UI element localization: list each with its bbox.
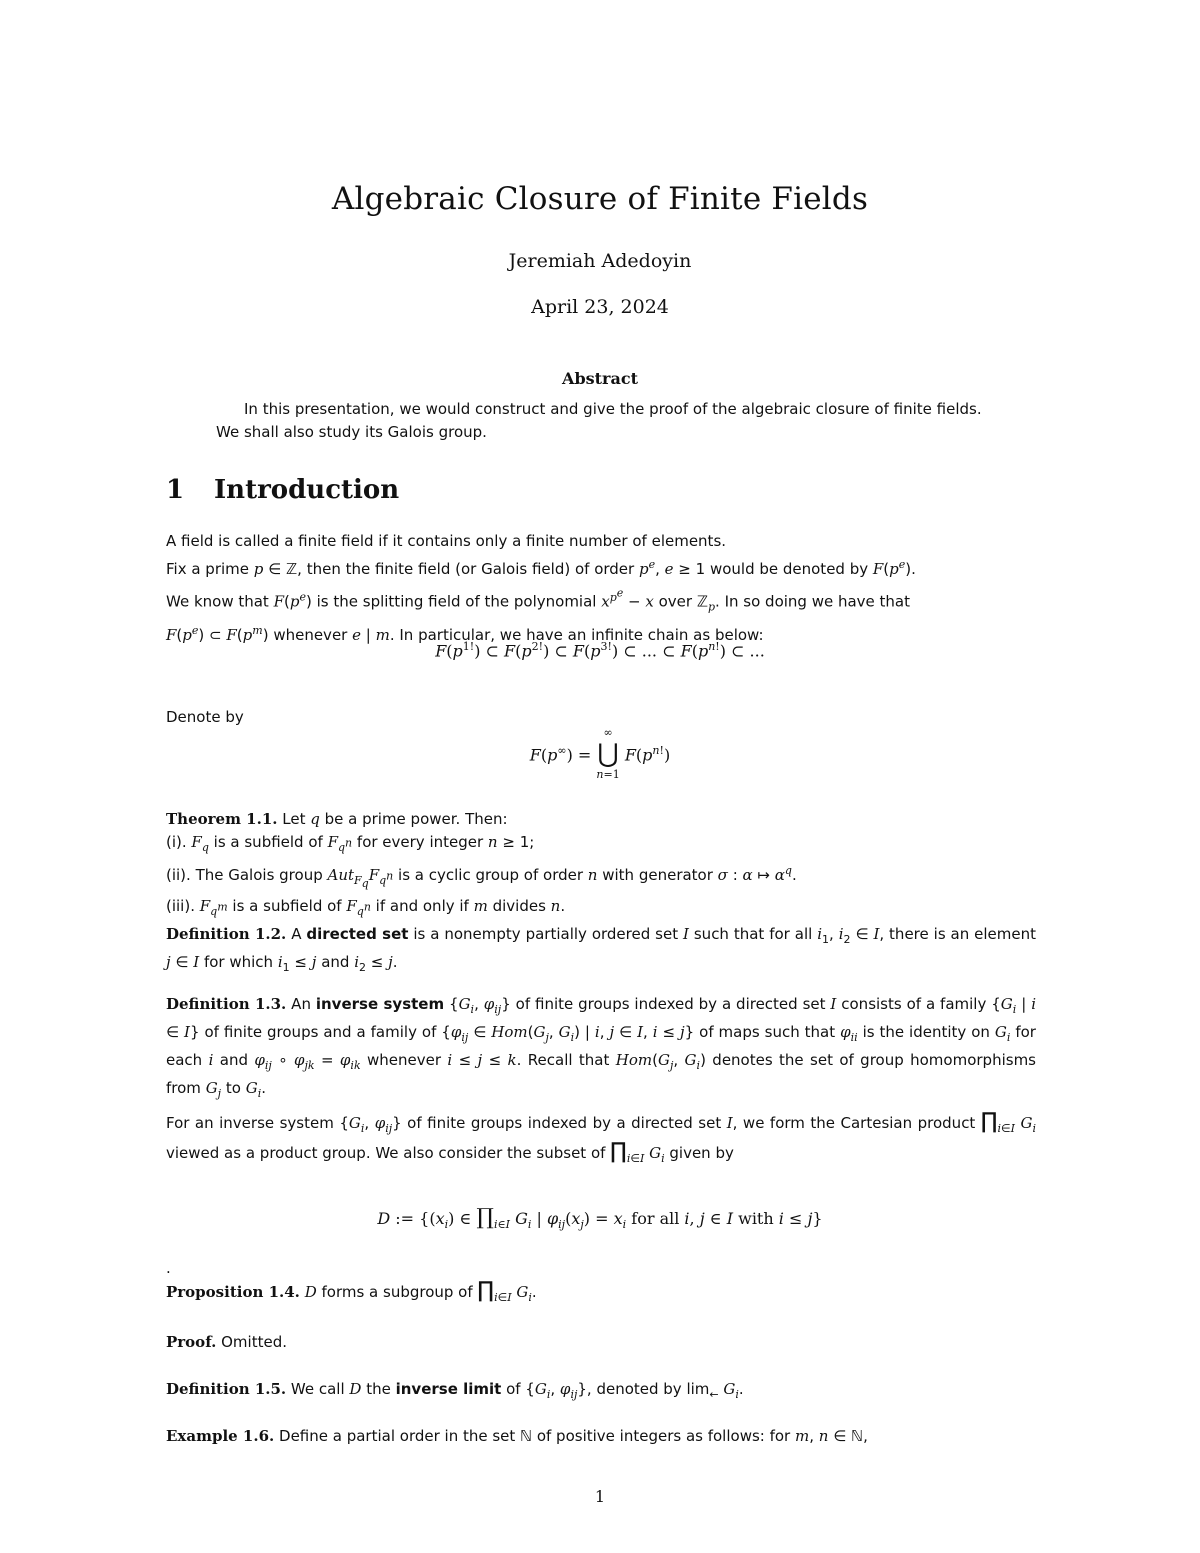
- inverse-system-paragraph: For an inverse system {$G_i$, $\varphi_{ij}$} of finite groups indexed by a directed set I, we form the Cartesian product $\prod_{i\in I}$ $G_i$ viewed as a product group. We also consider the subset of $\prod_{i\in I}$ $G_i$ given by: [166, 1109, 1036, 1165]
- denote-text: Denote by: [166, 708, 244, 726]
- equation-chain: $F(p^{1!})$ ⊂ $F(p^{2!})$ ⊂ $F(p^{3!})$ ⊂ ... ⊂ $F(p^{n!})$ ⊂ ...: [435, 640, 765, 661]
- stray-dot: .: [166, 1259, 171, 1277]
- proof: Proof. Omitted.: [166, 1333, 287, 1351]
- equation-union: F(p∞) = ∞ ⋃ n=1 $F(p^{n!})$: [529, 726, 671, 781]
- intro-line-3: We know that $F(p^e)$ is the splitting field of the polynomial $x^{p^e} - x$ over ℤ$_p$. In so doing we have that: [166, 586, 911, 614]
- definition-1-5: Definition 1.5. We call D the inverse limit of {$G_i$, $\varphi_{ij}$}, denoted by $\lim_\leftarrow G_i$.: [166, 1380, 744, 1401]
- intro-paragraph: [166, 530, 1036, 647]
- theorem-1-1: Theorem 1.1. Let q be a prime power. Then: (i). $F_q$ is a subfield of $F_{q^n}$ for every integer n ≥ 1; (ii). The Galois group $Aut_{F_q}F_{q^n}$ is a cyclic group of order n with generator σ : α ↦ $\alpha^q$. (iii). $F_{q^m}$ is a subfield of $F_{q^n}$ if and only if m divides n.: [166, 810, 797, 919]
- intro-line-2: Fix a prime p ∈ ℤ, then the finite field (or Galois field) of order $p^e$, e ≥ 1 would be denoted by $F(p^e)$.: [166, 558, 916, 578]
- proposition-1-4: Proposition 1.4. D forms a subgroup of $\prod_{i\in I}$ $G_i$.: [166, 1278, 537, 1304]
- definition-1-2: Definition 1.2. A directed set is a nonempty partially ordered set I such that for all $i_1$, $i_2$ ∈ I, there is an element j ∈ I for which $i_1 \le j$ and $i_2 \le j$.: [166, 925, 1037, 974]
- intro-line-4: $F(p^e)$ ⊂ $F(p^m)$ whenever e | m. In particular, we have an infinite chain as below:: [166, 623, 764, 644]
- paper-date: April 23, 2024: [531, 296, 669, 318]
- abstract-text: In this presentation, we would construct and give the proof of the algebraic closure of finite fields. We shall also study its Galois group.: [216, 400, 982, 441]
- abstract-heading: Abstract: [562, 369, 638, 388]
- page-number: 1: [594, 1487, 606, 1506]
- example-1-6: Example 1.6. Define a partial order in the set ℕ of positive integers as follows: for m, n ∈ ℕ,: [166, 1427, 868, 1445]
- theorem-label: Theorem 1.1.: [166, 810, 278, 828]
- section-title: Introduction: [214, 475, 400, 505]
- author-name: Jeremiah Adedoyin: [508, 250, 692, 272]
- section-number: 1: [166, 475, 185, 505]
- definition-1-3: Definition 1.3. An inverse system {$G_i$, $\varphi_{ij}$} of finite groups indexed by a directed set I consists of a family {$G_i$ | i ∈ I} of finite groups and a family of {$\varphi_{ij}$ ∈ $Hom(G_j$, $G_i$) | i, j ∈ I, i ≤ j} of maps such that $\varphi_{ii}$ is the identity on $G_i$ for each i and $\varphi_{ij}$ ∘ $\varphi_{jk} = \varphi_{ik}$ whenever i ≤ j ≤ k. Recall that $Hom(G_j$, $G_i$) denotes the set of group homomorphisms from $G_j$ to $G_i$.: [166, 995, 1036, 1100]
- equation-D: D := {$(x_i)$ ∈ $\prod_{i\in I}$ $G_i$ | $\varphi_{ij}(x_j) = x_i$ for all i, j ∈ I with i ≤ j}: [377, 1205, 823, 1232]
- paper-title: Algebraic Closure of Finite Fields: [331, 181, 869, 217]
- intro-line-1: A field is called a finite field if it contains only a finite number of elements.: [166, 532, 727, 550]
